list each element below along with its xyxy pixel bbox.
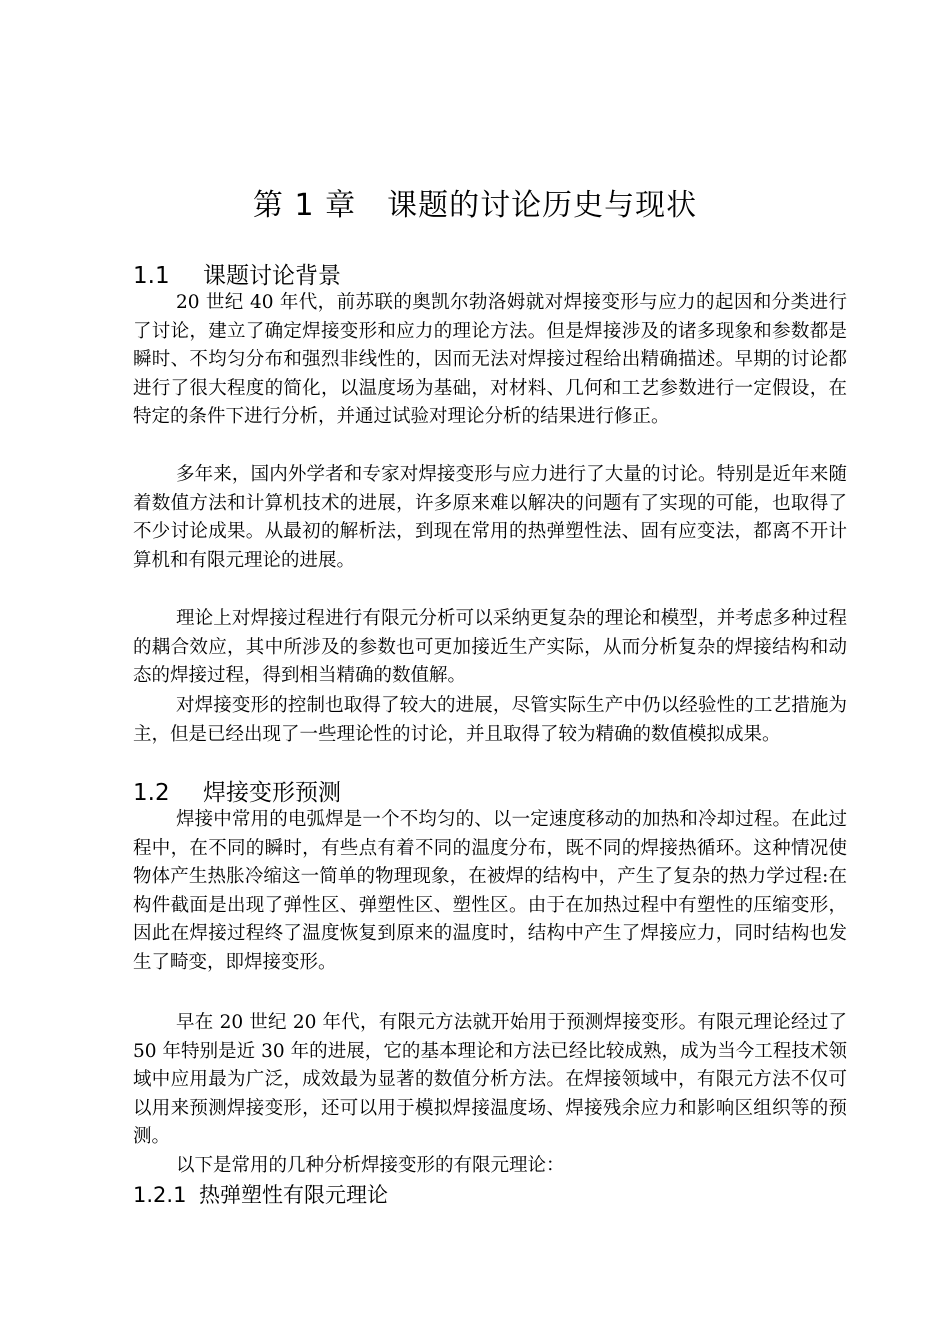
section-number: 1.1 — [133, 263, 170, 289]
subsection-number: 1.2.1 — [133, 1183, 187, 1207]
section-title: 焊接变形预测 — [203, 780, 341, 806]
paragraph: 对焊接变形的控制也取得了较大的进展，尽管实际生产中仍以经验性的工艺措施为主，但是已经出现了一些理论性的讨论，并且取得了较为精确的数值模拟成果。 — [133, 695, 847, 745]
chapter-title: 第 1 章 课题的讨论历史与现状 — [252, 188, 698, 223]
paragraph: 以下是常用的几种分析焊接变形的有限元理论： — [176, 1155, 565, 1176]
paragraph: 多年来，国内外学者和专家对焊接变形与应力进行了大量的讨论。特别是近年来随着数值方法和计算机技术的进展，许多原来难以解决的问题有了实现的可能，也取得了不少讨论成果。从最初的解析法，到现在常用的热弹塑性法、固有应变法，都离不开计算机和有限元理论的进展。 — [133, 464, 847, 571]
section-number: 1.2 — [133, 780, 170, 806]
paragraph: 20 世纪 40 年代，前苏联的奥凯尔勃洛姆就对焊接变形与应力的起因和分类进行了讨论，建立了确定焊接变形和应力的理论方法。但是焊接涉及的诸多现象和参数都是瞬时、不均匀分布和强烈非线性的，因而无法对焊接过程给出精确描述。早期的讨论都进行了很大程度的简化，以温度场为基础，对材料、几何和工艺参数进行一定假设，在特定的条件下进行分析，并通过试验对理论分析的结果进行修正。 — [133, 292, 847, 428]
subsection-title: 热弹塑性有限元理论 — [199, 1183, 388, 1207]
paragraph: 焊接中常用的电弧焊是一个不均匀的、以一定速度移动的加热和冷却过程。在此过程中，在不同的瞬时，有些点有着不同的温度分布，既不同的焊接热循环。这种情况使物体产生热胀冷缩这一简单的物理现象，在被焊的结构中，产生了复杂的热力学过程:在构件截面是出现了弹性区、弹塑性区、塑性区。由于在加热过程中有塑性的压缩变形，因此在焊接过程终了温度恢复到原来的温度时，结构中产生了焊接应力，同时结构也发生了畸变，即焊接变形。 — [133, 809, 847, 973]
paragraph: 早在 20 世纪 20 年代，有限元方法就开始用于预测焊接变形。有限元理论经过了 50 年特别是近 30 年的进展，它的基本理论和方法已经比较成熟，成为当今工程技术领域中应用最为广泛，成效最为显著的数值分析方法。在焊接领域中，有限元方法不仅可以用来预测焊接变形，还可以用于模拟焊接温度场、焊接残余应力和影响区组织等的预测。 — [133, 1012, 847, 1148]
paragraph: 理论上对焊接过程进行有限元分析可以采纳更复杂的理论和模型，并考虑多种过程的耦合效应，其中所涉及的参数也可更加接近生产实际，从而分析复杂的焊接结构和动态的焊接过程，得到相当精确的数值解。 — [133, 608, 847, 687]
section-title: 课题讨论背景 — [203, 263, 341, 289]
subsection-heading-1-2-1 — [133, 1180, 388, 1210]
section-heading-1-1 — [133, 260, 341, 292]
section-heading-1-2 — [133, 777, 341, 809]
